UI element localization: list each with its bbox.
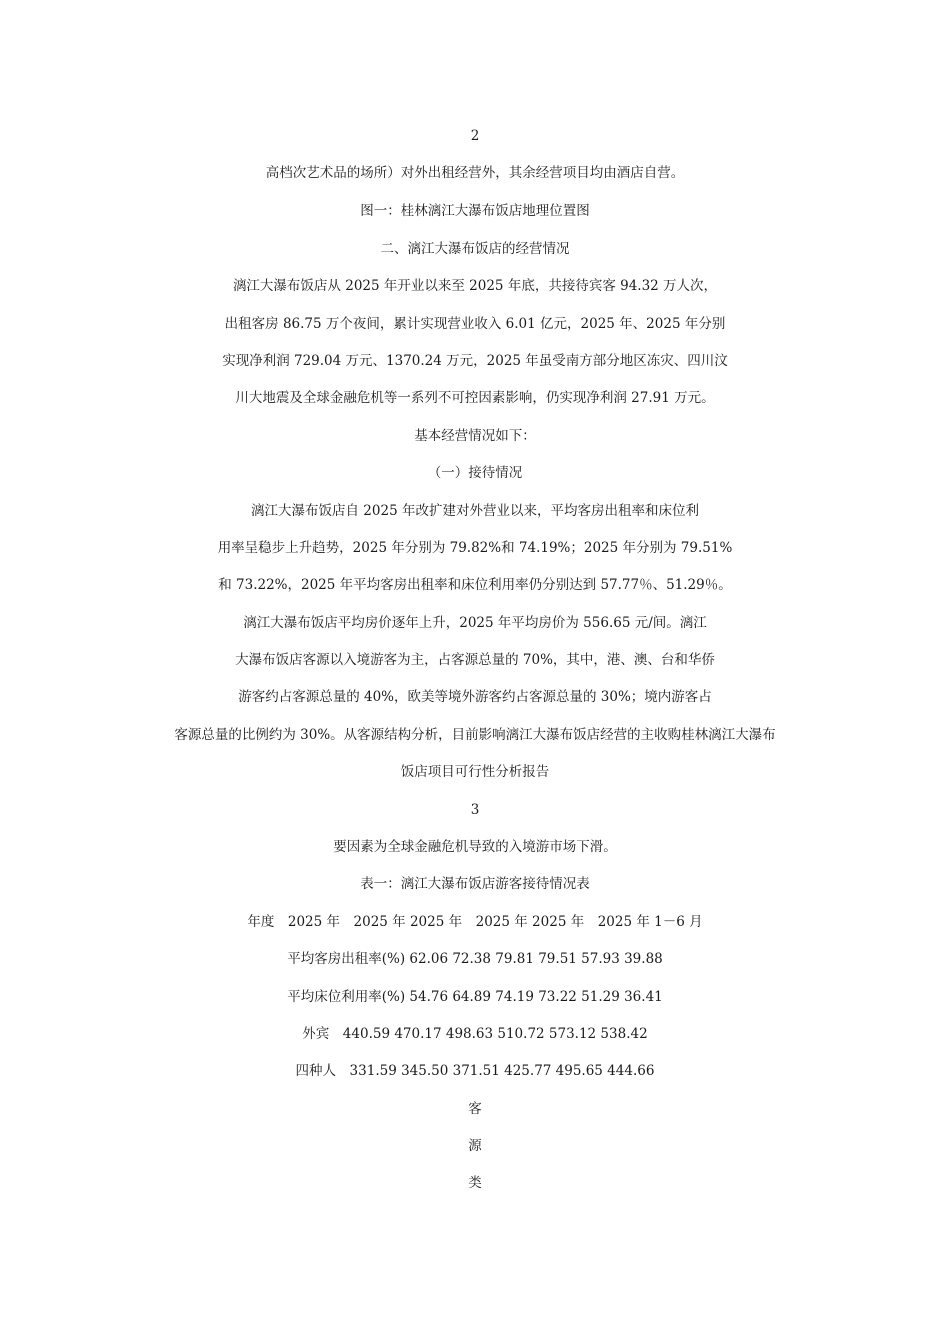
vertical-header-char: 源 — [468, 1138, 482, 1154]
paragraph-line: 实现净利润 729.04 万元、1370.24 万元，2025 年虽受南方部分地区冻灾、四川汶 — [222, 353, 728, 369]
paragraph-line: 漓江大瀑布饭店自 2025 年改扩建对外营业以来，平均客房出租率和床位利 — [251, 503, 699, 519]
table-caption: 表一：漓江大瀑布饭店游客接待情况表 — [360, 876, 590, 892]
paragraph-line: 漓江大瀑布饭店平均房价逐年上升，2025 年平均房价为 556.65 元/间。漓江 — [243, 615, 707, 631]
section-heading: 二、漓江大瀑布饭店的经营情况 — [380, 241, 570, 257]
paragraph-line: 出租客房 86.75 万个夜间，累计实现营业收入 6.01 亿元，2025 年、2025 年分别 — [224, 316, 726, 332]
paragraph-line: 要因素为全球金融危机导致的入境游市场下滑。 — [333, 839, 617, 855]
table-row: 年度 2025 年 2025 年 2025 年 2025 年 2025 年 2025 年 1－6 月 — [247, 914, 703, 930]
vertical-header-char: 类 — [468, 1175, 482, 1191]
figure-caption: 图一：桂林漓江大瀑布饭店地理位置图 — [360, 203, 590, 219]
paragraph-line: 用率呈稳步上升趋势，2025 年分别为 79.82%和 74.19%；2025 年分别为 79.51% — [217, 540, 733, 556]
table-row: 平均床位利用率(%) 54.76 64.89 74.19 73.22 51.29 36.41 — [287, 989, 663, 1005]
subsection-heading: （一）接待情况 — [427, 465, 523, 481]
table-row: 平均客房出租率(%) 62.06 72.38 79.81 79.51 57.93 39.88 — [287, 951, 663, 967]
paragraph-line: 川大地震及全球金融危机等一系列不可控因素影响，仍实现净利润 27.91 万元。 — [235, 390, 715, 406]
paragraph-line: 和 73.22%，2025 年平均客房出租率和床位利用率仍分别达到 57.77％、51.29％。 — [218, 577, 732, 593]
paragraph-line: 游客约占客源总量的 40%，欧美等境外游客约占客源总量的 30%；境内游客占 — [238, 689, 712, 705]
table-row: 四种人 331.59 345.50 371.51 425.77 495.65 444.66 — [295, 1063, 655, 1079]
vertical-header-char: 客 — [468, 1101, 482, 1117]
page-number: 2 — [470, 128, 480, 144]
table-row: 外宾 440.59 470.17 498.63 510.72 573.12 538.42 — [302, 1026, 648, 1042]
page-number: 3 — [470, 802, 480, 818]
paragraph-line: 漓江大瀑布饭店从 2025 年开业以来至 2025 年底，共接待宾客 94.32 万人次， — [232, 278, 718, 294]
paragraph-line: 高档次艺术品的场所）对外出租经营外，其余经营项目均由酒店自营。 — [265, 165, 685, 181]
paragraph-line: 大瀑布饭店客源以入境游客为主，占客源总量的 70%，其中，港、澳、台和华侨 — [235, 652, 715, 668]
paragraph-line: 饭店项目可行性分析报告 — [400, 764, 550, 780]
paragraph-line: 客源总量的比例约为 30%。从客源结构分析，目前影响漓江大瀑布饭店经营的主收购桂林漓江大瀑布 — [174, 727, 776, 743]
paragraph-line: 基本经营情况如下： — [414, 428, 536, 444]
